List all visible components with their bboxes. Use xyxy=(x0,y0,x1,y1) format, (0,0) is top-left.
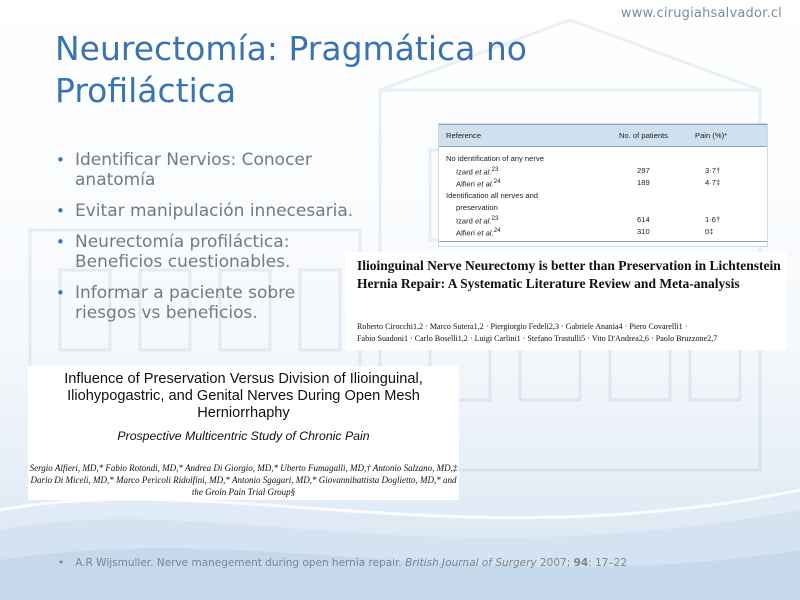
reference-journal: British Journal of Surgery xyxy=(405,557,537,569)
bullet-icon: • xyxy=(56,151,65,169)
table-row-author: Alfieri et al.$^{24}$ xyxy=(456,227,501,238)
bullet-icon: • xyxy=(56,233,65,251)
site-url: www.cirugiahsalvador.cl xyxy=(620,6,782,21)
paper-authors-line-1: Roberto Cirocchi1,2 · Marco Sutera1,2 · Piergiorgio Fedeli2,3 · Gabriele Anania4 · Piero Covarelli1 · xyxy=(357,322,688,331)
table-header-patients: No. of patients xyxy=(619,131,668,140)
reference-pages: : 17–22 xyxy=(588,557,628,569)
table-group-label: No identification of any nerve xyxy=(446,154,544,163)
table-rule xyxy=(439,241,767,242)
bullet-text: Identificar Nervios: Conocer anatomía xyxy=(75,150,312,190)
prospective-study-paper-header xyxy=(28,366,459,500)
bullet-list xyxy=(55,150,355,334)
paper-title: Influence of Preservation Versus Division of Ilioinguinal, Iliohypogastric, and Genital Nerves During Open Mesh Herniorrhaphy xyxy=(64,371,423,421)
bullet-icon: • xyxy=(56,284,65,302)
table-row-patients: 614 xyxy=(637,215,650,224)
reference-author: A.R Wijsmuller. Nerve manegement during open hernia repair. xyxy=(75,557,402,569)
pain-comparison-table xyxy=(438,123,768,247)
paper-subtitle: Prospective Multicentric Study of Chronic Pain xyxy=(117,429,370,443)
bullet-icon: • xyxy=(56,202,65,220)
paper-authors-line-2: Fabio Suadoni1 · Carlo Boselli1,2 · Luigi Carlini1 · Stefano Trastulli5 · Vito D'Andrea2,6 · Paolo Bruzzone2,7 xyxy=(357,333,718,343)
bullet-item xyxy=(55,232,355,272)
bullet-item xyxy=(55,283,355,323)
table-group-label: preservation xyxy=(456,203,498,212)
table-group-label: Identification all nerves and xyxy=(446,191,539,200)
table-rule xyxy=(439,124,767,125)
table-row-pain: 4·7‡ xyxy=(705,178,721,187)
reference-volume: 94 xyxy=(573,557,589,569)
paper-title: Ilioinguinal Nerve Neurectomy is better than Preservation in Lichtenstein Hernia Repair: A Systematic Literature Review and Meta-analysis xyxy=(357,258,781,291)
table-row-patients: 310 xyxy=(637,227,650,236)
table-row-pain: 1·6† xyxy=(705,215,721,224)
table-rule xyxy=(439,146,767,147)
reference-citation xyxy=(58,557,778,569)
reference-year: 2007; xyxy=(540,557,571,569)
paper-authors: Sergio Alfieri, MD,* Fabio Rotondi, MD,* Andrea Di Giorgio, MD,* Uberto Fumagalli, MD,† Antonio Salzano, MD,‡ Dario Di Miceli, MD,* Marco Pericoli Ridolfini, MD,* Antonio Sgagari, MD,* Giovannibattista Doglietto, MD,* and the Groin Pain Trial Group§ xyxy=(29,463,458,497)
table-row-patients: 297 xyxy=(637,166,650,175)
table-row-patients: 189 xyxy=(637,178,650,187)
bullet-icon: • xyxy=(58,557,65,569)
table-row-pain: 3·7† xyxy=(705,166,721,175)
table-row-author: Alfieri et al.$^{24}$ xyxy=(456,178,501,189)
table-header-pain: Pain (%)* xyxy=(695,131,728,140)
slide-title: Neurectomía: Pragmática no Profiláctica xyxy=(55,29,527,110)
bullet-text: Informar a paciente sobre riesgos vs beneficios. xyxy=(75,283,296,323)
bullet-item xyxy=(55,201,355,221)
bullet-item xyxy=(55,150,355,190)
table-header-reference: Reference xyxy=(446,131,482,140)
table-row-pain: 0‡ xyxy=(705,227,714,236)
table-row-author: Izard et al.$^{23}$ xyxy=(456,215,499,226)
bullet-text: Evitar manipulación innecesaria. xyxy=(75,201,354,221)
bullet-text: Neurectomía profiláctica: Beneficios cuestionables. xyxy=(75,232,291,272)
paper-authors xyxy=(357,321,787,344)
table-row-author: Izard et al.$^{23}$ xyxy=(456,166,499,177)
meta-analysis-paper-header xyxy=(345,252,787,350)
